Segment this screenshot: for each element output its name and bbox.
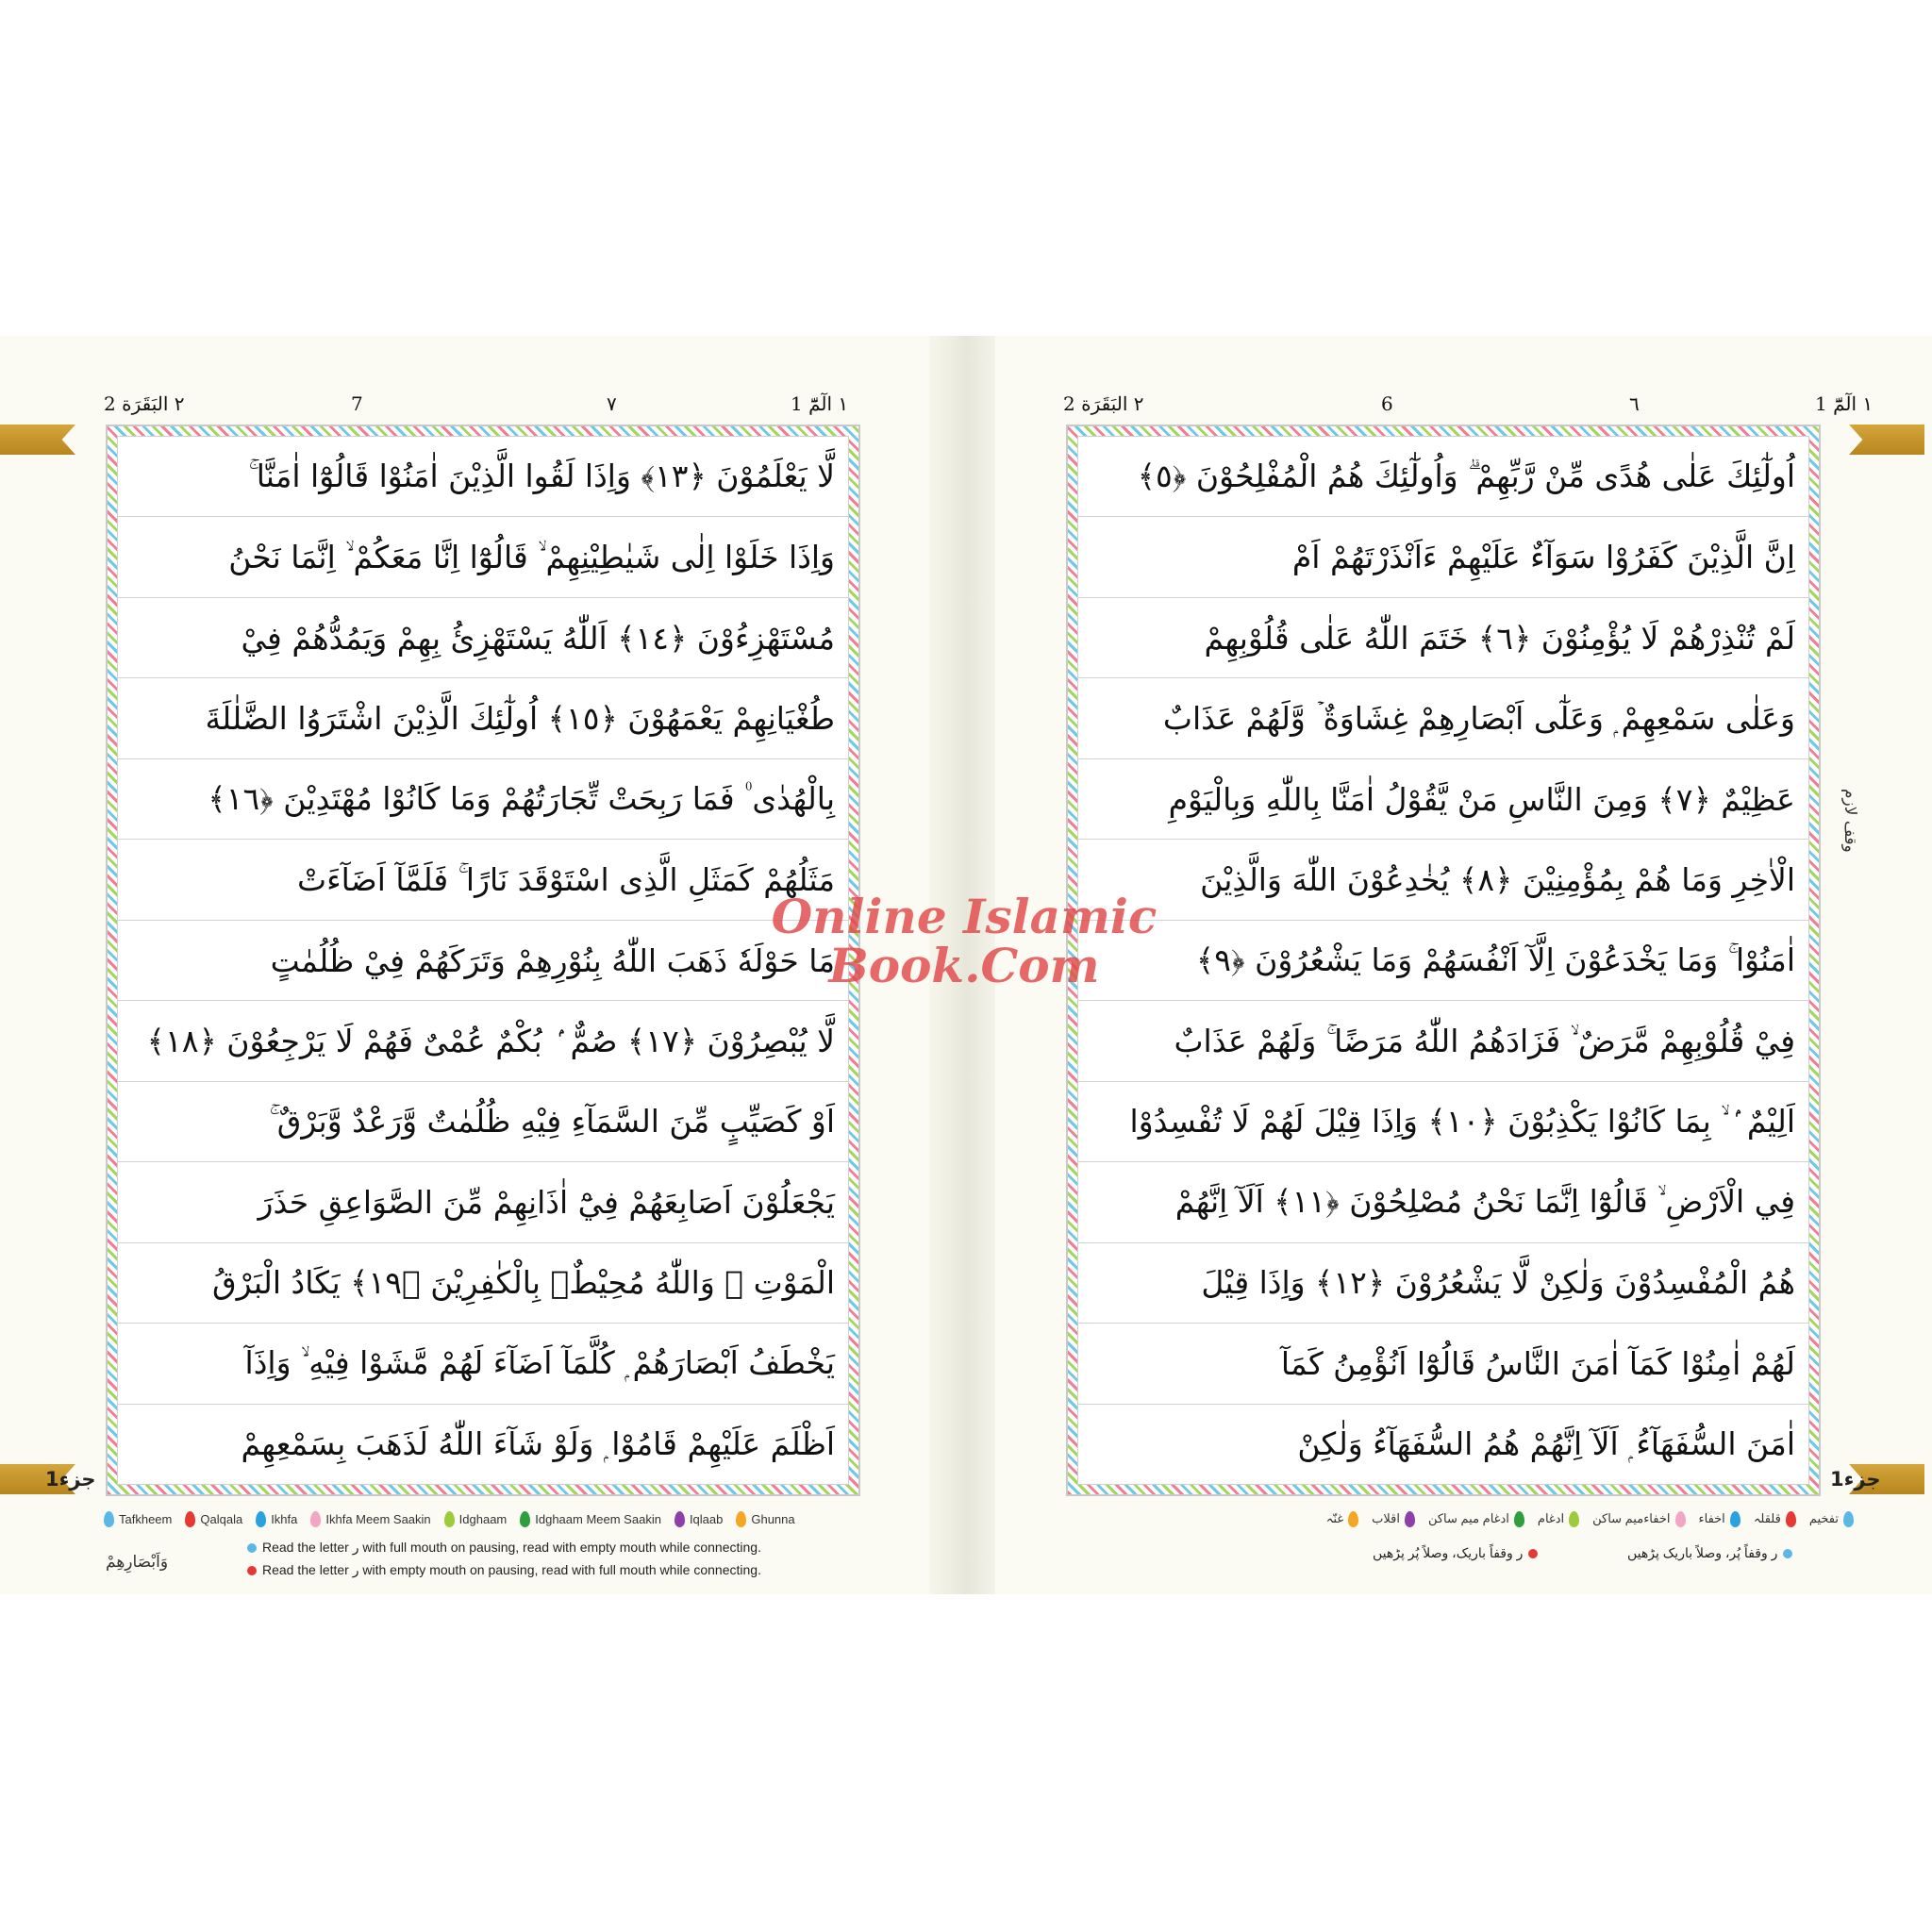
bookmark-ribbon xyxy=(1849,425,1924,455)
watermark xyxy=(766,889,1162,993)
legend-item: Idghaam Meem Saakin xyxy=(520,1511,661,1527)
tajweed-note: Read the letter ر with full mouth on pausing, read with empty mouth while connecting. xyxy=(247,1540,761,1556)
ayah-line: لَهُمْ اٰمِنُوْا كَمَآ اٰمَنَ النَّاسُ قَالُوْٓا اَنُؤْمِنُ كَمَآ xyxy=(1078,1324,1808,1404)
tajweed-note: ر وقفاً باریک، وصلاً پُر پڑھیں xyxy=(1373,1545,1538,1561)
legend-item: Qalqala xyxy=(185,1511,242,1527)
legend-item: اخفاء xyxy=(1699,1511,1740,1527)
ayah-line: يَخْطَفُ اَبْصَارَهُمْ ۭ كُلَّمَآ اَضَآءَ لَهُمْ مَّشَوْا فِيْهِ ۙ وَاِذَآ xyxy=(118,1324,848,1404)
red-dot-icon xyxy=(247,1566,257,1575)
color-drop-icon xyxy=(1405,1511,1415,1527)
color-drop-icon xyxy=(256,1511,266,1527)
page-number-arabic: ٧ xyxy=(607,392,617,415)
tajweed-legend xyxy=(1061,1506,1854,1532)
ayah-line: عَظِيْمٌ ﴿٧﴾ وَمِنَ النَّاسِ مَنْ يَّقُوْلُ اٰمَنَّا بِاللّٰهِ وَبِالْيَوْمِ xyxy=(1078,759,1808,840)
page-number-latin: 7 xyxy=(351,392,363,415)
watermark-line: Online Islamic xyxy=(771,889,1158,944)
legend-item: Ikhfa Meem Saakin xyxy=(310,1511,430,1527)
ayah-line: وَعَلٰى سَمْعِهِمْ ۭ وَعَلٰٓى اَبْصَارِهِمْ غِشَاوَةٌ ۡ وَّلَهُمْ عَذَابٌ xyxy=(1078,678,1808,758)
ayah-line: اِنَّ الَّذِيْنَ كَفَرُوْا سَوَآءٌ عَلَيْهِمْ ءَاَنْذَرْتَهُمْ اَمْ xyxy=(1078,517,1808,597)
legend-item: قلقلہ xyxy=(1754,1511,1796,1527)
legend-item: اقلاب xyxy=(1372,1511,1415,1527)
ayah-line: اَلِيْمٌ ۢ ۙ بِمَا كَانُوْا يَكْذِبُوْنَ ﴿١٠﴾ وَاِذَا قِيْلَ لَهُمْ لَا تُفْسِدُوْا xyxy=(1078,1082,1808,1162)
waqf-lazim-mark: وقف لازم xyxy=(1840,789,1859,853)
ayah-line: بِالْهُدٰى ۠ فَمَا رَبِحَتْ تِّجَارَتُهُمْ وَمَا كَانُوْا مُهْتَدِيْنَ ﴿١٦﴾ xyxy=(118,759,848,840)
ayah-line: فِي الْاَرْضِ ۙ قَالُوْٓا اِنَّمَا نَحْنُ مُصْلِحُوْنَ ﴿١١﴾ اَلَآ اِنَّهُمْ xyxy=(1078,1162,1808,1242)
ayah-line: طُغْيَانِهِمْ يَعْمَهُوْنَ ﴿١٥﴾ اُولٰٓئِكَ الَّذِيْنَ اشْتَرَوُا الضَّلٰلَةَ xyxy=(118,678,848,758)
quran-text-area xyxy=(117,436,849,1485)
legend-item: Ikhfa xyxy=(256,1511,297,1527)
right-page-header xyxy=(1063,392,1874,425)
ayah-line: فِيْ قُلُوْبِهِمْ مَّرَضٌ ۙ فَزَادَهُمُ اللّٰهُ مَرَضًا ۚ وَلَهُمْ عَذَابٌ xyxy=(1078,1001,1808,1081)
watermark-line: Book.Com xyxy=(828,938,1100,993)
ayah-line: اَظْلَمَ عَلَيْهِمْ قَامُوْا ۭ وَلَوْ شَآءَ اللّٰهُ لَذَهَبَ بِسَمْعِهِمْ xyxy=(241,1424,835,1462)
surah-name: ٢ البَقَرَة 2 xyxy=(104,392,185,415)
ayah-line: مُسْتَهْزِءُوْنَ ﴿١٤﴾ اَللّٰهُ يَسْتَهْزِئُ بِهِمْ وَيَمُدُّهُمْ فِيْ xyxy=(118,598,848,678)
color-drop-icon xyxy=(1569,1511,1579,1527)
tajweed-note: Read the letter ر with empty mouth on pausing, read with full mouth while connecting. xyxy=(247,1562,761,1578)
juz-name: ١ الٓمّٓ 1 xyxy=(1815,392,1874,415)
surah-name: ٢ البَقَرَة 2 xyxy=(1063,392,1144,415)
quran-text-area xyxy=(1077,436,1809,1485)
color-drop-icon xyxy=(1730,1511,1740,1527)
color-drop-icon xyxy=(1786,1511,1796,1527)
ayah-line: مَثَلُهُمْ كَمَثَلِ الَّذِى اسْتَوْقَدَ نَارًا ۚ فَلَمَّآ اَضَآءَتْ xyxy=(118,840,848,920)
ayah-line: اُولٰٓئِكَ عَلٰى هُدًى مِّنْ رَّبِّهِمْ ۗ وَاُولٰٓئِكَ هُمُ الْمُفْلِحُوْنَ ﴿٥﴾ xyxy=(1078,437,1808,517)
bookmark-ribbon xyxy=(0,425,75,455)
color-drop-icon xyxy=(104,1511,114,1527)
left-page-header xyxy=(104,392,877,425)
color-drop-icon xyxy=(736,1511,746,1527)
color-drop-icon xyxy=(675,1511,685,1527)
color-drop-icon xyxy=(1675,1511,1686,1527)
juz-footer: جزء1 xyxy=(45,1468,96,1491)
legend-item: ادغام xyxy=(1538,1511,1579,1527)
color-drop-icon xyxy=(1348,1511,1358,1527)
ayah-line: مَا حَوْلَهٗ ذَهَبَ اللّٰهُ بِنُوْرِهِمْ وَتَرَكَهُمْ فِيْ ظُلُمٰتٍ xyxy=(118,921,848,1001)
ayah-line: يَجْعَلُوْنَ اَصَابِعَهُمْ فِيْٓ اٰذَانِهِمْ مِّنَ الصَّوَاعِقِ حَذَرَ xyxy=(118,1162,848,1242)
legend-item: Ghunna xyxy=(736,1511,794,1527)
ayah-line: الْاٰخِرِ وَمَا هُمْ بِمُؤْمِنِيْنَ ﴿٨﴾ يُخٰدِعُوْنَ اللّٰهَ وَالَّذِيْنَ xyxy=(1078,840,1808,920)
color-drop-icon xyxy=(185,1511,195,1527)
legend-item: Iqlaab xyxy=(675,1511,723,1527)
juz-footer: جزء1 xyxy=(1830,1468,1881,1491)
color-drop-icon xyxy=(310,1511,321,1527)
red-dot-icon xyxy=(1528,1549,1538,1558)
color-drop-icon xyxy=(444,1511,455,1527)
ayah-line: اَوْ كَصَيِّبٍ مِّنَ السَّمَآءِ فِيْهِ ظُلُمٰتٌ وَّرَعْدٌ وَّبَرْقٌ ۚ xyxy=(118,1082,848,1162)
ayah-line: هُمُ الْمُفْسِدُوْنَ وَلٰكِنْ لَّا يَشْعُرُوْنَ ﴿١٢﴾ وَاِذَا قِيْلَ xyxy=(1078,1243,1808,1324)
quran-text-frame xyxy=(1066,425,1821,1496)
tajweed-note: ر وقفاً پُر، وصلاً باریک پڑھیں xyxy=(1627,1545,1792,1561)
legend-item: ادغام میم ساکن xyxy=(1428,1511,1524,1527)
legend-item: تفخیم xyxy=(1809,1511,1854,1527)
legend-item: غنّہ xyxy=(1326,1511,1358,1527)
color-drop-icon xyxy=(1514,1511,1524,1527)
ayah-line: اٰمَنُوْا ۚ وَمَا يَخْدَعُوْنَ اِلَّآ اَنْفُسَهُمْ وَمَا يَشْعُرُوْنَ ﴿٩﴾ xyxy=(1078,921,1808,1001)
ayah-line: لَّا يُبْصِرُوْنَ ﴿١٧﴾ صُمٌّ ۢ بُكْمٌ عُمْىٌ فَهُمْ لَا يَرْجِعُوْنَ ﴿١٨﴾ xyxy=(118,1001,848,1081)
catchword: وَاَبْصَارِهِمْ xyxy=(106,1553,169,1572)
ayah-line: لَمْ تُنْذِرْهُمْ لَا يُؤْمِنُوْنَ ﴿٦﴾ خَتَمَ اللّٰهُ عَلٰى قُلُوْبِهِمْ xyxy=(1078,598,1808,678)
legend-item: Tafkheem xyxy=(104,1511,172,1527)
color-drop-icon xyxy=(520,1511,530,1527)
juz-name: ١ الٓمّٓ 1 xyxy=(791,392,849,415)
ayah-line: اٰمَنَ السُّفَهَآءُ ۭ اَلَآ اِنَّهُمْ هُمُ السُّفَهَآءُ وَلٰكِنْ xyxy=(1297,1424,1795,1462)
page-number-latin: 6 xyxy=(1381,392,1393,415)
page-number-arabic: ٦ xyxy=(1629,392,1640,415)
quran-text-frame xyxy=(106,425,860,1496)
color-drop-icon xyxy=(1843,1511,1854,1527)
tajweed-legend xyxy=(104,1506,896,1532)
legend-item: Idghaam xyxy=(444,1511,508,1527)
blue-dot-icon xyxy=(1783,1549,1792,1558)
ayah-line: الْمَوْتِ ۭ وَاللّٰهُ مُحِيْطٌۢ بِالْكٰفِرِيْنَ ﴿١٩﴾ يَكَادُ الْبَرْقُ xyxy=(118,1243,848,1324)
ayah-line: لَّا يَعْلَمُوْنَ ﴿١٣﴾ وَاِذَا لَقُوا الَّذِيْنَ اٰمَنُوْا قَالُوْٓا اٰمَنَّا ۚ xyxy=(118,437,848,517)
legend-item: اخفاءمیم ساکن xyxy=(1592,1511,1685,1527)
ayah-line: وَاِذَا خَلَوْا اِلٰى شَيٰطِيْنِهِمْ ۙ قَالُوْٓا اِنَّا مَعَكُمْ ۙ اِنَّمَا نَحْنُ xyxy=(118,517,848,597)
blue-dot-icon xyxy=(247,1543,257,1553)
